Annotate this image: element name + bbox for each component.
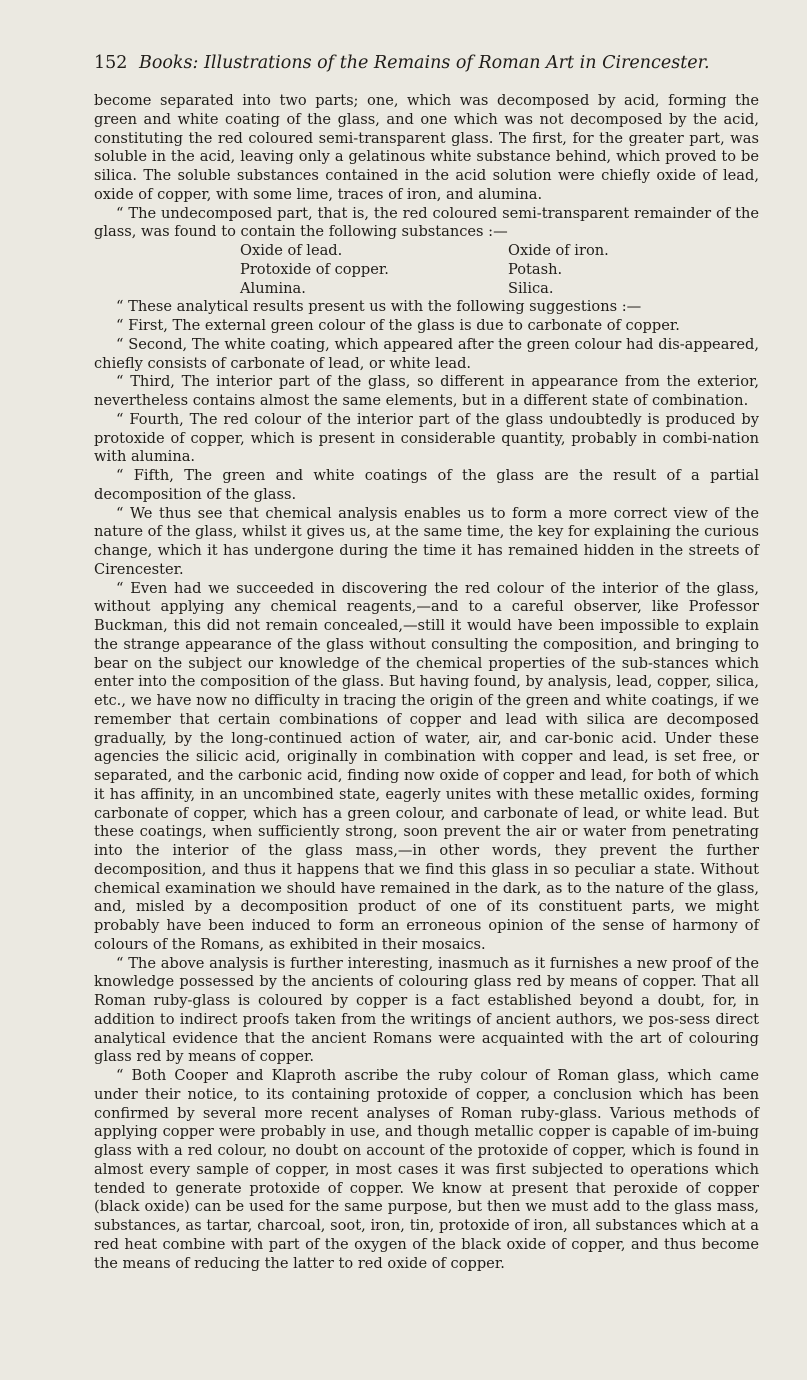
paragraph: become separated into two parts; one, which was decomposed by acid, forming the green and white coating of the glass, and one which was not decomposed by the acid, constituting the red coloured semi-transparent glass. The first, for the greater part, was soluble in the acid, leaving only a gelatinous white substance behind, which proved to be silica. The soluble substances contained in the acid solution were chiefly oxide of lead, oxide of copper, with some lime, traces of iron, and alumina. <box>94 92 759 203</box>
substances-list <box>240 242 759 298</box>
substance-item: Oxide of iron. <box>508 242 609 259</box>
paragraph: “ These analytical results present us with the following suggestions :— <box>116 298 642 316</box>
running-title: Books: Illustrations of the Remains of Roman Art in Cirencester. <box>138 53 710 73</box>
body-text <box>94 92 759 1273</box>
paragraph: “ The undecomposed part, that is, the red coloured semi-transparent remainder of the glass, was found to contain the following substances :— <box>94 204 759 241</box>
paragraph: “ First, The external green colour of the glass is due to carbonate of copper. <box>116 317 680 334</box>
paragraph: “ Both Cooper and Klaproth ascribe the ruby colour of Roman glass, which came under their notice, to its containing protoxide of copper, a conclusion which has been confirmed by several more recent analyses of Roman ruby-glass. Various methods of applying copper were probably in use, and though metallic copper is capable of im-buing glass with a red colour, no doubt on account of the protoxide of copper, which is found in almost every sample of copper, in most cases it was first subjected to operations which tended to generate protoxide of copper. We know at present that peroxide of copper (black oxide) can be used for the same purpose, but then we must add to the glass mass, substances, as tartar, charcoal, soot, iron, tin, protoxide of iron, all substances which at a red heat combine with part of the oxygen of the black oxide of copper, and thus become the means of reducing the latter to red oxide of copper. <box>94 1067 759 1272</box>
substance-item: Alumina. <box>240 279 306 297</box>
paragraph: “ We thus see that chemical analysis enables us to form a more correct view of the nature of the glass, whilst it gives us, at the same time, the key for explaining the curious change, which it has undergone during the time it has remained hidden in the streets of Cirencester. <box>94 504 759 578</box>
paragraph: “ Even had we succeeded in discovering the red colour of the interior of the glass, without applying any chemical reagents,—and to a careful observer, like Professor Buckman, this did not remain concealed,—still it would have been impossible to explain the strange appearance of the glass without consulting the composition, and bringing to bear on the subject our knowledge of the chemical properties of the sub-stances which enter into the composition of the glass. But having found, by analysis, lead, copper, silica, etc., we have now no difficulty in tracing the origin of the green and white coatings, if we remember that certain combinations of copper and lead with silica are decomposed gradually, by the long-continued action of water, air, and car-bonic acid. Under these agencies the silicic acid, originally in combination with copper and lead, is set free, or separated, and the carbonic acid, finding now oxide of copper and lead, for both of which it has affinity, in an uncombined state, eagerly unites with these metallic oxides, forming carbonate of copper, which has a green colour, and carbonate of lead, or white lead. But these coatings, when sufficiently strong, soon prevent the air or water from penetrating into the interior of the glass mass,—in other words, they prevent the further decomposition, and thus it happens that we find this glass in so peculiar a state. Without chemical examination we should have remained in the dark, as to the nature of the glass, and, misled by a decomposition product of one of its constituent parts, we might probably have been induced to form an erroneous opinion of the sense of harmony of colours of the Romans, as exhibited in their mosaics. <box>94 579 759 953</box>
paragraph: “ Third, The interior part of the glass, so different in appearance from the exterior, nevertheless contains almost the same elements, but in a different state of combination. <box>94 373 759 409</box>
substance-item: Oxide of lead. <box>240 242 343 259</box>
substance-item: Silica. <box>508 279 554 297</box>
paragraph: “ The above analysis is further interesting, inasmuch as it furnishes a new proof of the knowledge possessed by the ancients of colouring glass red by means of copper. That all Roman ruby-glass is coloured by copper is a fact established beyond a doubt, for, in addition to indirect proofs taken from the writings of ancient authors, we pos-sess direct analytical evidence that the ancient Romans were acquainted with the art of colouring glass red by means of copper. <box>94 954 759 1066</box>
paragraph: “ Fifth, The green and white coatings of the glass are the result of a partial decomposition of the glass. <box>94 467 759 503</box>
substance-item: Protoxide of copper. <box>240 260 389 278</box>
paragraph: “ Second, The white coating, which appeared after the green colour had dis-appeared, chiefly consists of carbonate of lead, or white lead. <box>94 335 759 372</box>
substance-item: Potash. <box>508 260 563 278</box>
page-number: 152 <box>94 53 128 73</box>
running-header <box>94 52 734 74</box>
paragraph: “ Fourth, The red colour of the interior part of the glass undoubtedly is produced by protoxide of copper, which is present in considerable quantity, probably in combi-nation with alumina. <box>94 410 759 466</box>
